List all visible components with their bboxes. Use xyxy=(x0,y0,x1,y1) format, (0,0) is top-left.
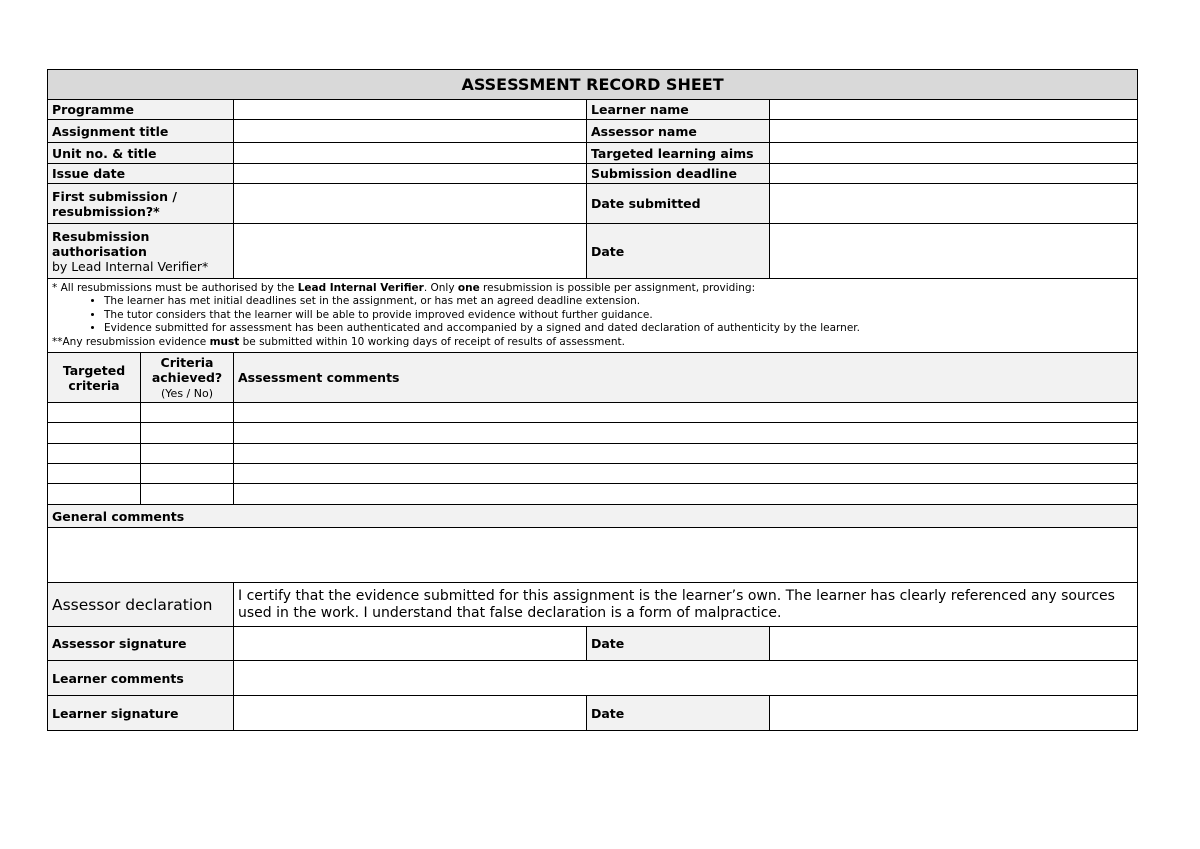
date-submitted-field[interactable] xyxy=(770,184,1138,224)
assessor-signature-label: Assessor signature xyxy=(48,627,234,661)
criteria-cell[interactable] xyxy=(48,403,141,423)
criteria-cell[interactable] xyxy=(48,464,141,484)
submission-deadline-label: Submission deadline xyxy=(587,164,770,184)
date-submitted-label: Date submitted xyxy=(587,184,770,224)
criteria-row xyxy=(48,423,1138,444)
comment-cell[interactable] xyxy=(234,403,1138,423)
assessor-declaration-label: Assessor declaration xyxy=(48,583,234,627)
yes-no-hint: (Yes / No) xyxy=(161,387,213,400)
notes-bullet-list xyxy=(52,295,1133,336)
criteria-row xyxy=(48,444,1138,464)
assessment-comments-header: Assessment comments xyxy=(234,353,1138,403)
comment-cell[interactable] xyxy=(234,444,1138,464)
learner-signature-field[interactable] xyxy=(234,696,587,731)
comment-cell[interactable] xyxy=(234,423,1138,444)
notes-bullet: • Evidence submitted for assessment has been authenticated and accompanied by a signed and dated declaration of authenticity by the learner. xyxy=(104,322,1133,336)
learner-signature-label: Learner signature xyxy=(48,696,234,731)
unit-field[interactable] xyxy=(234,143,587,164)
assignment-title-field[interactable] xyxy=(234,120,587,143)
assignment-title-label: Assignment title xyxy=(48,120,234,143)
general-comments-label: General comments xyxy=(48,505,1138,528)
learner-name-field[interactable] xyxy=(770,100,1138,120)
learner-date-field[interactable] xyxy=(770,696,1138,731)
issue-date-label: Issue date xyxy=(48,164,234,184)
learner-date-label: Date xyxy=(587,696,770,731)
assessor-date-label: Date xyxy=(587,627,770,661)
targeted-aims-label: Targeted learning aims xyxy=(587,143,770,164)
resubmission-authorisation-field[interactable] xyxy=(234,224,587,279)
criteria-row xyxy=(48,484,1138,505)
learner-comments-label: Learner comments xyxy=(48,661,234,696)
assessment-record-table xyxy=(47,69,1138,731)
criteria-row xyxy=(48,464,1138,484)
achieved-cell[interactable] xyxy=(141,403,234,423)
notes-line-2: **Any resubmission evidence must be submitted within 10 working days of receipt of results of assessment. xyxy=(52,335,625,348)
criteria-achieved-header: Criteria achieved? (Yes / No) xyxy=(141,353,234,403)
notes-bullet: • The tutor considers that the learner will be able to provide improved evidence without further guidance. xyxy=(104,309,1133,323)
sheet-title: ASSESSMENT RECORD SHEET xyxy=(48,70,1138,100)
resubmission-notes xyxy=(48,279,1138,353)
submission-deadline-field[interactable] xyxy=(770,164,1138,184)
programme-label: Programme xyxy=(48,100,234,120)
resubmission-authorisation-sub: by Lead Internal Verifier* xyxy=(52,258,209,274)
achieved-cell[interactable] xyxy=(141,444,234,464)
assessor-declaration-text: I certify that the evidence submitted for this assignment is the learner’s own. The learner has clearly referenced any sources used in the work. I understand that false declaration is a form of malpractice. xyxy=(234,583,1138,627)
notes-bullet: • The learner has met initial deadlines set in the assignment, or has met an agreed deadline extension. xyxy=(104,295,1133,309)
general-comments-field[interactable] xyxy=(48,528,1138,583)
criteria-row xyxy=(48,403,1138,423)
resubmission-date-field[interactable] xyxy=(770,224,1138,279)
achieved-cell[interactable] xyxy=(141,464,234,484)
comment-cell[interactable] xyxy=(234,464,1138,484)
assessor-name-label: Assessor name xyxy=(587,120,770,143)
comment-cell[interactable] xyxy=(234,484,1138,505)
issue-date-field[interactable] xyxy=(234,164,587,184)
assessor-date-field[interactable] xyxy=(770,627,1138,661)
programme-field[interactable] xyxy=(234,100,587,120)
notes-line-1: * All resubmissions must be authorised by the Lead Internal Verifier. Only one resubmission is possible per assignment, providing: xyxy=(52,281,756,294)
criteria-cell[interactable] xyxy=(48,484,141,505)
unit-label: Unit no. & title xyxy=(48,143,234,164)
targeted-aims-field[interactable] xyxy=(770,143,1138,164)
learner-name-label: Learner name xyxy=(587,100,770,120)
first-submission-label: First submission / resubmission?* xyxy=(48,184,234,224)
first-submission-field[interactable] xyxy=(234,184,587,224)
achieved-cell[interactable] xyxy=(141,484,234,505)
criteria-cell[interactable] xyxy=(48,444,141,464)
criteria-cell[interactable] xyxy=(48,423,141,444)
resubmission-authorisation-title: Resubmission authorisation xyxy=(52,228,150,259)
assessor-signature-field[interactable] xyxy=(234,627,587,661)
learner-comments-field[interactable] xyxy=(234,661,1138,696)
achieved-cell[interactable] xyxy=(141,423,234,444)
assessor-name-field[interactable] xyxy=(770,120,1138,143)
targeted-criteria-header: Targeted criteria xyxy=(48,353,141,403)
resubmission-date-label: Date xyxy=(587,224,770,279)
resubmission-authorisation-label xyxy=(48,224,234,279)
